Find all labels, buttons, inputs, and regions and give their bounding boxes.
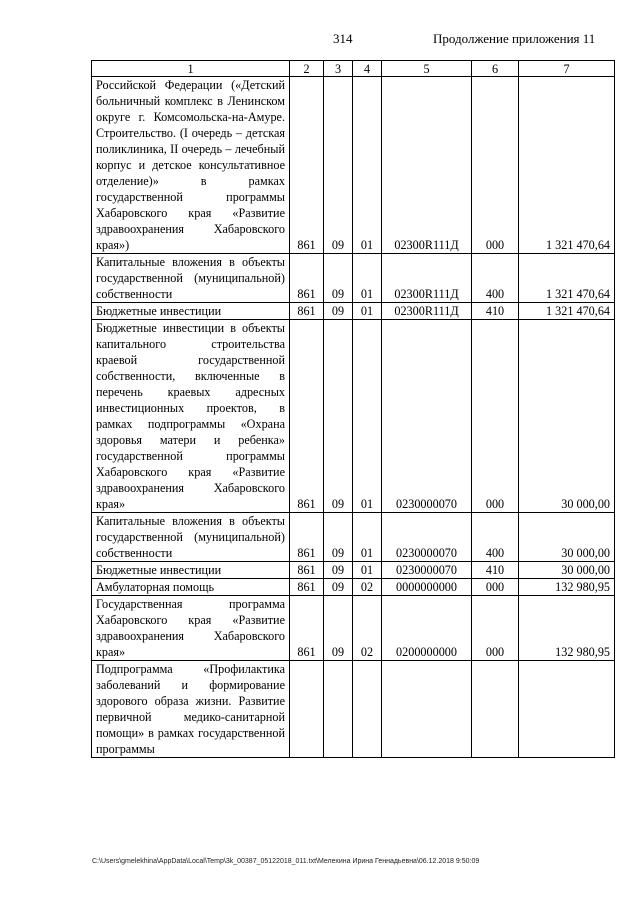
column-header: 7 xyxy=(519,61,615,77)
cell-amount: 132 980,95 xyxy=(519,579,615,596)
cell-subsection: 02 xyxy=(353,579,382,596)
row-name: Капитальные вложения в объекты государственной (муниципальной) собственности xyxy=(92,254,290,303)
row-name: Российской Федерации («Детский больничный комплекс в Ленинском округе г. Комсомольска-на-Амуре. Строительство. (I очередь – детская поликлиника, II очередь – лечебный корпус и детское консультативное отделение)» в рамках государственной программы Хабаровского края «Развитие здравоохранения Хабаровского края») xyxy=(92,77,290,254)
continuation-label: Продолжение приложения 11 xyxy=(433,31,596,46)
cell-target: 02300R111Д xyxy=(382,254,472,303)
cell-code: 861 xyxy=(290,77,324,254)
row-name: Бюджетные инвестиции в объекты капитального строительства краевой государственной собственности, включенные в перечень краевых адресных инвестиционных проектов, в рамках подпрограммы «Охрана здоровья матери и ребенка» государственной программы Хабаровского края «Развитие здравоохранения Хабаровского края» xyxy=(92,320,290,513)
cell-target: 0230000070 xyxy=(382,513,472,562)
table-row xyxy=(92,254,615,303)
cell-amount: 1 321 470,64 xyxy=(519,303,615,320)
cell-target: 0200000000 xyxy=(382,596,472,661)
table-header-row xyxy=(92,61,615,77)
cell-section: 09 xyxy=(324,320,353,513)
table-row xyxy=(92,661,615,758)
cell-subsection: 02 xyxy=(353,596,382,661)
cell-target: 02300R111Д xyxy=(382,77,472,254)
cell-code: 861 xyxy=(290,303,324,320)
cell-target: 0230000070 xyxy=(382,320,472,513)
row-name: Капитальные вложения в объекты государственной (муниципальной) собственности xyxy=(92,513,290,562)
row-name: Государственная программа Хабаровского края «Развитие здравоохранения Хабаровского края» xyxy=(92,596,290,661)
cell-expense-type: 410 xyxy=(472,303,519,320)
column-header: 5 xyxy=(382,61,472,77)
cell-code: 861 xyxy=(290,513,324,562)
cell-code xyxy=(290,661,324,758)
table-row xyxy=(92,579,615,596)
cell-target: 02300R111Д xyxy=(382,303,472,320)
cell-amount: 1 321 470,64 xyxy=(519,77,615,254)
row-name: Амбулаторная помощь xyxy=(92,579,290,596)
cell-section: 09 xyxy=(324,513,353,562)
cell-amount: 132 980,95 xyxy=(519,596,615,661)
column-header: 2 xyxy=(290,61,324,77)
cell-expense-type: 400 xyxy=(472,513,519,562)
table-row xyxy=(92,320,615,513)
cell-subsection: 01 xyxy=(353,320,382,513)
cell-section: 09 xyxy=(324,579,353,596)
cell-expense-type: 000 xyxy=(472,320,519,513)
cell-expense-type: 000 xyxy=(472,596,519,661)
row-name: Бюджетные инвестиции xyxy=(92,562,290,579)
cell-expense-type: 000 xyxy=(472,77,519,254)
cell-subsection: 01 xyxy=(353,303,382,320)
table-row xyxy=(92,562,615,579)
cell-amount xyxy=(519,661,615,758)
column-header: 1 xyxy=(92,61,290,77)
cell-code: 861 xyxy=(290,596,324,661)
cell-section: 09 xyxy=(324,303,353,320)
cell-section xyxy=(324,661,353,758)
table-row xyxy=(92,303,615,320)
table-row xyxy=(92,77,615,254)
cell-target: 0000000000 xyxy=(382,579,472,596)
cell-code: 861 xyxy=(290,562,324,579)
column-header: 3 xyxy=(324,61,353,77)
cell-amount: 30 000,00 xyxy=(519,562,615,579)
page-number: 314 xyxy=(333,31,353,46)
row-name: Подпрограмма «Профилактика заболеваний и формирование здорового образа жизни. Развитие первичной медико-санитарной помощи» в рамках государственной программы xyxy=(92,661,290,758)
cell-amount: 1 321 470,64 xyxy=(519,254,615,303)
cell-amount: 30 000,00 xyxy=(519,320,615,513)
footer-file-path: C:\Users\gmelekhina\AppData\Local\Temp\3k_00387_05122018_011.txt\Мелехина Ирина Геннадьевна\06.12.2018 9:50:09 xyxy=(92,858,480,865)
cell-section: 09 xyxy=(324,596,353,661)
cell-subsection: 01 xyxy=(353,77,382,254)
cell-code: 861 xyxy=(290,254,324,303)
cell-target: 0230000070 xyxy=(382,562,472,579)
cell-expense-type: 400 xyxy=(472,254,519,303)
cell-section: 09 xyxy=(324,562,353,579)
cell-expense-type xyxy=(472,661,519,758)
column-header: 6 xyxy=(472,61,519,77)
column-header: 4 xyxy=(353,61,382,77)
cell-code: 861 xyxy=(290,320,324,513)
cell-code: 861 xyxy=(290,579,324,596)
cell-expense-type: 000 xyxy=(472,579,519,596)
budget-table xyxy=(91,60,615,758)
cell-subsection: 01 xyxy=(353,562,382,579)
cell-subsection: 01 xyxy=(353,254,382,303)
row-name: Бюджетные инвестиции xyxy=(92,303,290,320)
cell-section: 09 xyxy=(324,77,353,254)
cell-subsection xyxy=(353,661,382,758)
cell-subsection: 01 xyxy=(353,513,382,562)
cell-target xyxy=(382,661,472,758)
cell-expense-type: 410 xyxy=(472,562,519,579)
cell-section: 09 xyxy=(324,254,353,303)
cell-amount: 30 000,00 xyxy=(519,513,615,562)
table-row xyxy=(92,596,615,661)
table-row xyxy=(92,513,615,562)
